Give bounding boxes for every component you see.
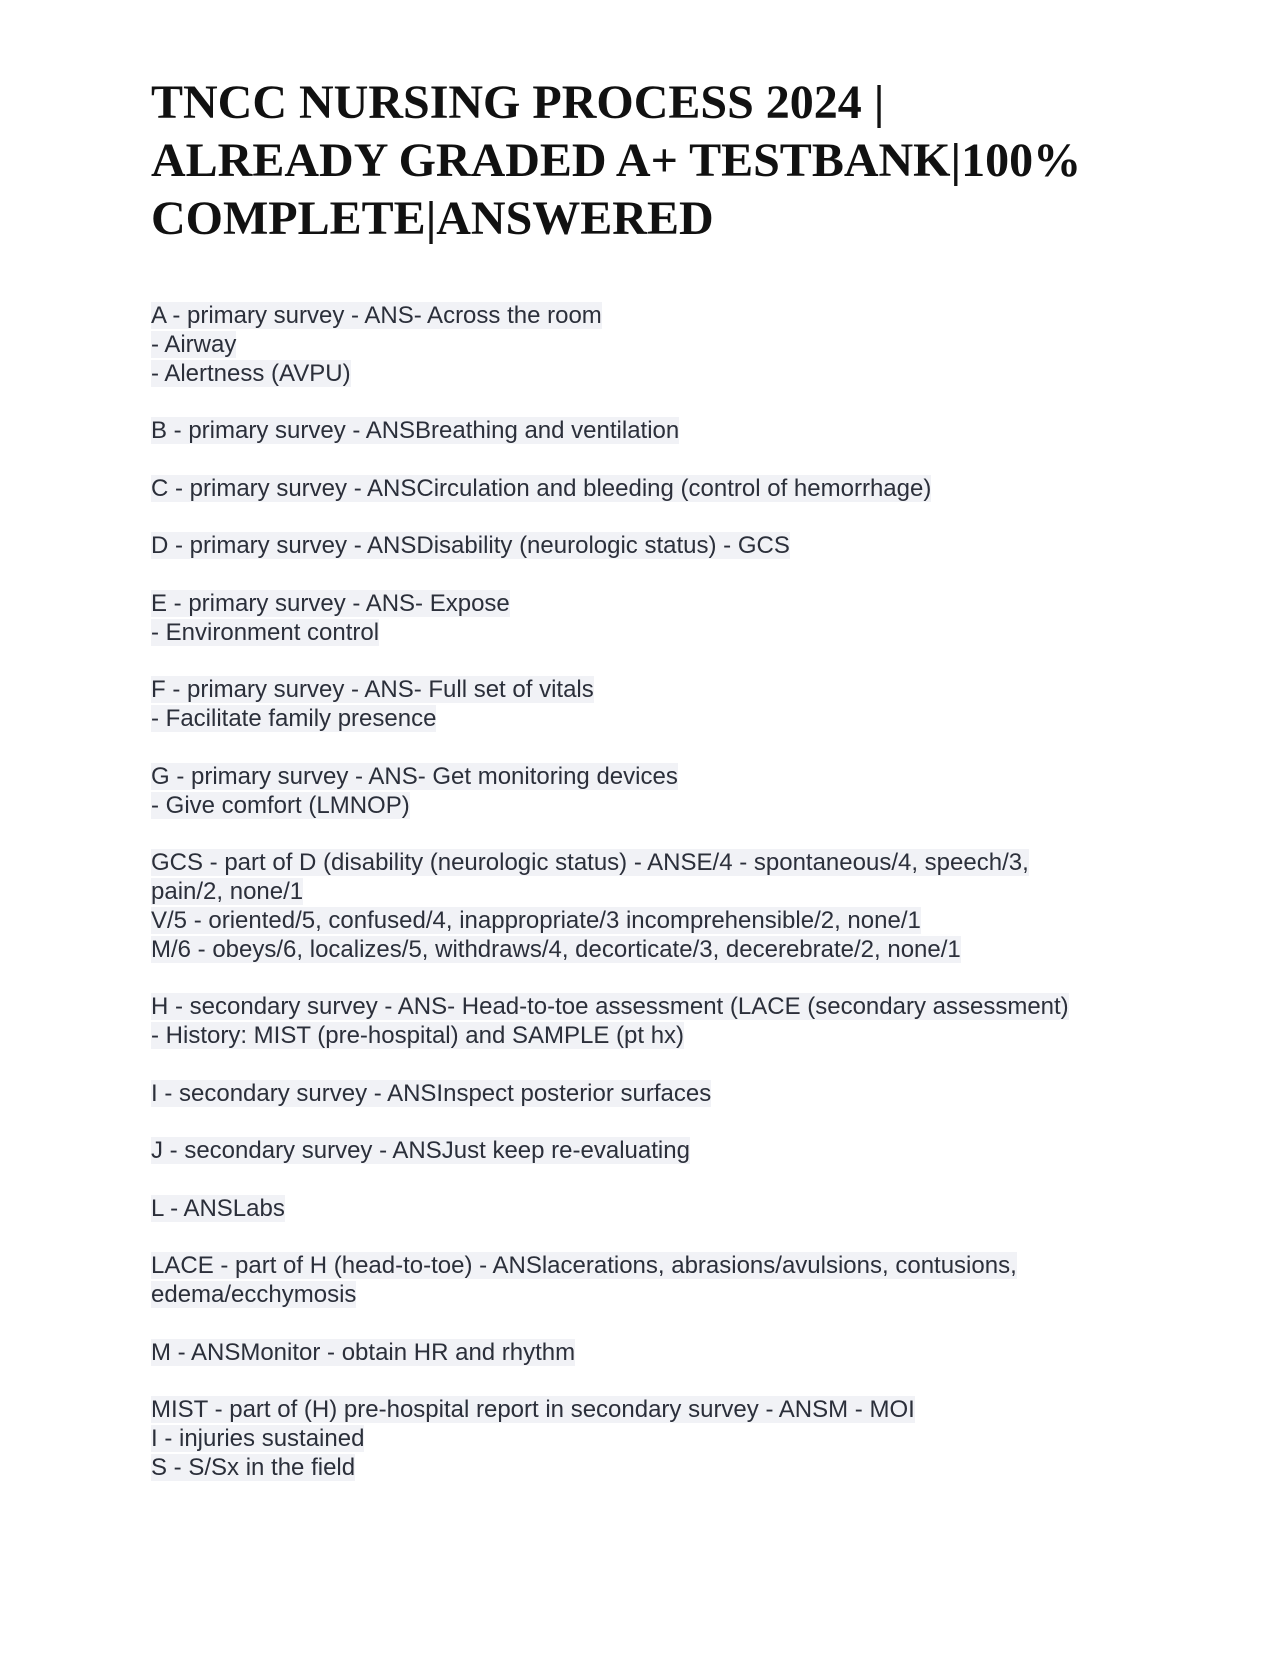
entry-text-line: M/6 - obeys/6, localizes/5, withdraws/4, decorticate/3, decerebrate/2, none/1 (151, 935, 961, 963)
flashcard-entry (151, 1339, 1151, 1368)
flashcard-entry (151, 1396, 1151, 1482)
flashcard-entry (151, 849, 1151, 964)
entry-text-line: - Alertness (AVPU) (151, 359, 351, 387)
flashcard-entry (151, 1252, 1151, 1310)
entry-text-line: L - ANSLabs (151, 1194, 285, 1222)
flashcard-entry (151, 1080, 1151, 1109)
flashcard-entry (151, 532, 1151, 561)
entry-text-line: E - primary survey - ANS- Expose (151, 589, 510, 617)
flashcard-entry (151, 302, 1151, 388)
document-title (151, 74, 1161, 248)
flashcard-entry (151, 417, 1151, 446)
entry-text-line: pain/2, none/1 (151, 877, 304, 905)
entry-text-line: S - S/Sx in the field (151, 1453, 356, 1481)
flashcard-entry (151, 993, 1151, 1051)
entry-text-line: A - primary survey - ANS- Across the room (151, 302, 602, 329)
entry-text-line: MIST - part of (H) pre-hospital report in secondary survey - ANSM - MOI (151, 1396, 915, 1424)
entry-text-line: M - ANSMonitor - obtain HR and rhythm (151, 1338, 576, 1366)
title-line: COMPLETE|ANSWERED (151, 192, 714, 245)
entry-text-line: C - primary survey - ANSCirculation and bleeding (control of hemorrhage) (151, 474, 932, 502)
flashcard-entry (151, 590, 1151, 648)
entry-text-line: B - primary survey - ANSBreathing and ventilation (151, 417, 680, 445)
entry-text-line: I - secondary survey - ANSInspect posterior surfaces (151, 1079, 712, 1107)
entry-text-line: - Environment control (151, 618, 380, 646)
entry-text-line: H - secondary survey - ANS- Head-to-toe assessment (LACE (secondary assessment) (151, 993, 1069, 1021)
entry-text-line: D - primary survey - ANSDisability (neurologic status) - GCS (151, 532, 790, 560)
flashcard-entry (151, 1195, 1151, 1224)
flashcard-entry (151, 475, 1151, 504)
entry-text-line: GCS - part of D (disability (neurologic status) - ANSE/4 - spontaneous/4, speech/3, (151, 849, 1029, 877)
entry-text-line: G - primary survey - ANS- Get monitoring devices (151, 762, 678, 790)
entry-text-line: V/5 - oriented/5, confused/4, inappropriate/3 incomprehensible/2, none/1 (151, 906, 921, 934)
entry-text-line: - Give comfort (LMNOP) (151, 791, 410, 819)
flashcard-entry (151, 676, 1151, 734)
entry-text-line: - Airway (151, 330, 237, 358)
entry-text-line: - History: MIST (pre-hospital) and SAMPLE (pt hx) (151, 1021, 685, 1049)
flashcard-list (151, 302, 1151, 1511)
title-line: ALREADY GRADED A+ TESTBANK|100% (151, 134, 1082, 187)
title-line: TNCC NURSING PROCESS 2024 | (151, 76, 885, 129)
flashcard-entry (151, 1137, 1151, 1166)
entry-text-line: LACE - part of H (head-to-toe) - ANSlacerations, abrasions/avulsions, contusions, (151, 1252, 1017, 1280)
flashcard-entry (151, 763, 1151, 821)
entry-text-line: edema/ecchymosis (151, 1281, 357, 1309)
entry-text-line: I - injuries sustained (151, 1425, 365, 1453)
entry-text-line: F - primary survey - ANS- Full set of vitals (151, 676, 594, 704)
entry-text-line: - Facilitate family presence (151, 705, 437, 733)
entry-text-line: J - secondary survey - ANSJust keep re-evaluating (151, 1137, 690, 1165)
